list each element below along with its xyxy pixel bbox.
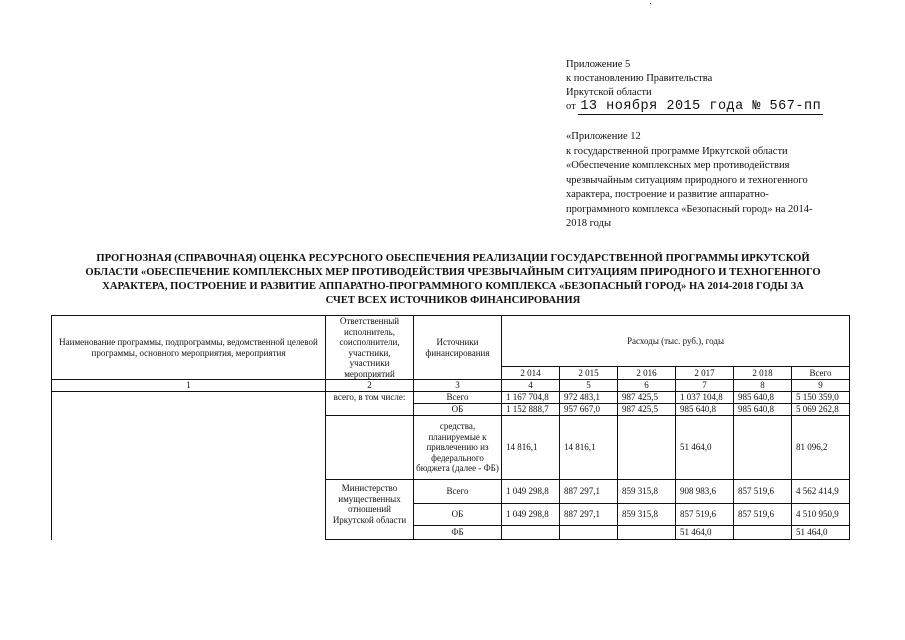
appendix-5-date-number: 13 ноября 2015 года № 567-пп [580,99,822,114]
value-cell: 887 297,1 [560,480,618,504]
value-cell: 1 049 298,8 [502,480,560,504]
value-cell [502,526,560,540]
source-cell: ОБ [414,404,502,416]
value-cell: 859 315,8 [618,480,676,504]
source-cell: Всего [414,392,502,404]
header-year-2018: 2 018 [734,367,792,380]
source-cell: ОБ [414,504,502,526]
appendix-12-line4: чрезвычайным ситуациям природного и техногенного [566,174,808,186]
title-line2: ОБЛАСТИ «ОБЕСПЕЧЕНИЕ КОМПЛЕКСНЫХ МЕР ПРОТИВОДЕЙСТВИЯ ЧРЕЗВЫЧАЙНЫМ СИТУАЦИЯМ ПРИРОДНОГО И ТЕХНОГЕННОГО [85,267,821,278]
value-cell: 985 640,8 [734,392,792,404]
value-cell: 5 150 359,0 [792,392,850,404]
value-cell [734,526,792,540]
col-number: 1 [52,380,326,392]
value-cell [618,526,676,540]
source-cell: Всего [414,480,502,504]
appendix-12-line2: к государственной программе Иркутской области [566,145,788,157]
total-executor: всего, в том числе: [326,392,414,416]
document-title [48,252,858,308]
scan-speck [650,3,651,4]
header-year-2015: 2 015 [560,367,618,380]
value-cell [560,526,618,540]
value-cell: 51 464,0 [676,526,734,540]
table-row [52,392,850,404]
appendix-12-line5: характера, построение и развитие аппаратно- [566,189,769,200]
value-cell: 4 562 414,9 [792,480,850,504]
appendix-12-line6: программного комплекса «Безопасный город» на 2014- [566,203,813,215]
executor-empty-cell [326,416,414,480]
value-cell: 51 464,0 [676,416,734,480]
value-cell: 887 297,1 [560,504,618,526]
value-cell: 908 983,6 [676,480,734,504]
header-expenses: Расходы (тыс. руб.), годы [502,316,850,367]
title-line1: ПРОГНОЗНАЯ (СПРАВОЧНАЯ) ОЦЕНКА РЕСУРСНОГО ОБЕСПЕЧЕНИЯ РЕАЛИЗАЦИИ ГОСУДАРСТВЕННОЙ ПРОГРАММЫ ИРКУТСКОЙ [96,253,810,264]
col-number: 6 [618,380,676,392]
value-cell: 1 152 888,7 [502,404,560,416]
title-line4: СЧЕТ ВСЕХ ИСТОЧНИКОВ ФИНАНСИРОВАНИЯ [325,295,581,306]
header-source: Источники финансирования [414,316,502,380]
appendix-12-line3: «Обеспечение комплексных мер противодействия [566,160,790,171]
header-year-2017: 2 017 [676,367,734,380]
appendix-12-line1: «Приложение 12 [566,131,641,142]
column-number-row [52,380,850,392]
value-cell: 4 510 950,9 [792,504,850,526]
value-cell: 987 425,5 [618,392,676,404]
value-cell: 859 315,8 [618,504,676,526]
value-cell: 985 640,8 [734,404,792,416]
value-cell [734,416,792,480]
header-name: Наименование программы, подпрограммы, ведомственной целевой программы, основного мероприятия, мероприятия [52,316,326,380]
value-cell: 14 816,1 [502,416,560,480]
value-cell: 987 425,5 [618,404,676,416]
value-cell: 985 640,8 [676,404,734,416]
col-number: 7 [676,380,734,392]
budget-table [51,315,850,540]
col-number: 4 [502,380,560,392]
value-cell: 857 519,6 [734,504,792,526]
value-cell: 5 069 262,8 [792,404,850,416]
header-executor: Ответственный исполнитель, соисполнители, участники, участники мероприятий [326,316,414,380]
col-number: 9 [792,380,850,392]
col-number: 2 [326,380,414,392]
value-cell: 1 167 704,8 [502,392,560,404]
value-cell: 857 519,6 [676,504,734,526]
col-number: 8 [734,380,792,392]
title-line3: ХАРАКТЕРА, ПОСТРОЕНИЕ И РАЗВИТИЕ АППАРАТНО-ПРОГРАММНОГО КОМПЛЕКСА «БЕЗОПАСНЫЙ ГОРОД» НА 2014-2018 ГОДЫ ЗА [102,281,804,292]
value-cell: 957 667,0 [560,404,618,416]
header-year-2014: 2 014 [502,367,560,380]
value-cell: 972 483,1 [560,392,618,404]
ministry-executor: Министерство имущественных отношений Иркутской области [326,480,414,540]
appendix-5-block [566,58,866,114]
header-total: Всего [792,367,850,380]
col-number: 3 [414,380,502,392]
appendix-12-line7: 2018 годы [566,218,612,229]
appendix-5-line3: Иркутской области [566,87,652,98]
appendix-5-date-line [566,100,866,114]
col-number: 5 [560,380,618,392]
value-cell: 1 037 104,8 [676,392,734,404]
value-cell: 14 816,1 [560,416,618,480]
value-cell: 81 096,2 [792,416,850,480]
header-year-2016: 2 016 [618,367,676,380]
value-cell: 1 049 298,8 [502,504,560,526]
appendix-5-line1: Приложение 5 [566,59,631,70]
program-name-cell [52,392,326,540]
value-cell: 51 464,0 [792,526,850,540]
source-cell: средства, планируемые к привлечению из федерального бюджета (далее - ФБ) [414,416,502,480]
appendix-5-line2: к постановлению Правительства [566,73,713,84]
source-cell: ФБ [414,526,502,540]
value-cell [618,416,676,480]
value-cell: 857 519,6 [734,480,792,504]
appendix-5-from: от [566,101,576,112]
appendix-12-block [566,130,851,232]
